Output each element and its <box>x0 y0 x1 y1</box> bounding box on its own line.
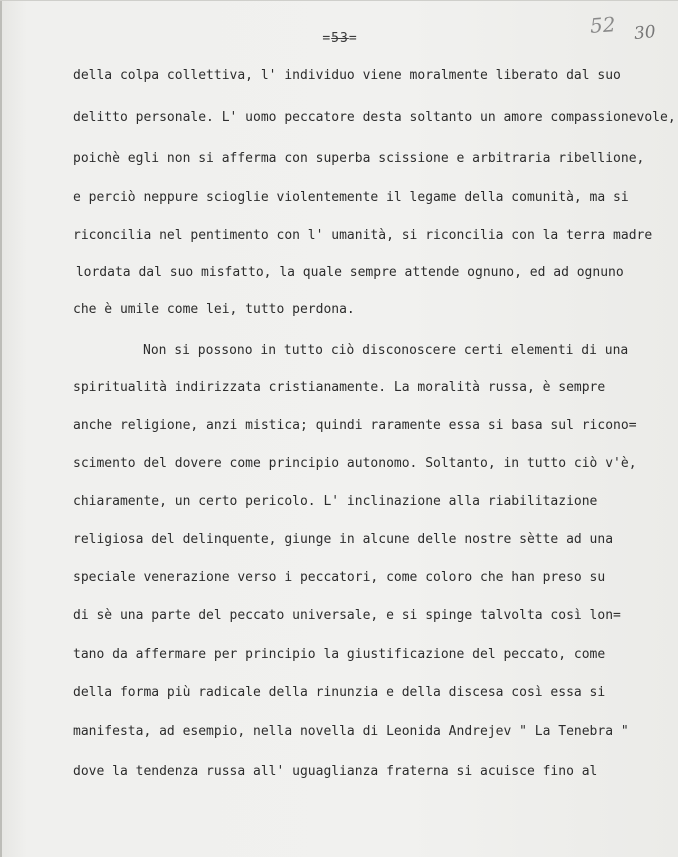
typewritten-text <box>0 1 678 779</box>
text-line: della forma più radicale della rinunzia e della discesa così essa si <box>73 685 606 700</box>
text-line: di sè una parte del peccato universale, e si spinge talvolta così lon= <box>73 608 621 623</box>
archive-number: 52 <box>589 12 617 38</box>
text-line: speciale venerazione verso i peccatori, come coloro che han preso su <box>73 570 606 585</box>
text-line: anche religione, anzi mistica; quindi raramente essa si basa sul ricono= <box>73 418 637 433</box>
text-line: della colpa collettiva, l' individuo viene moralmente liberato dal suo <box>73 68 621 83</box>
text-line: chiaramente, un certo pericolo. L' inclinazione alla riabilitazione <box>73 494 598 509</box>
text-line: tano da affermare per principio la giustificazione del peccato, come <box>73 647 606 662</box>
text-line: dove la tendenza russa all' uguaglianza fraterna si acuisce fino al <box>73 764 598 779</box>
text-line: religiosa del delinquente, giunge in alcune delle nostre sètte ad una <box>73 532 614 547</box>
text-line: e perciò neppure scioglie violentemente il legame della comunità, ma si <box>73 190 629 205</box>
text-line: scimento del dovere come principio autonomo. Soltanto, in tutto ciò v'è, <box>73 456 637 471</box>
text-line: che è umile come lei, tutto perdona. <box>73 302 355 317</box>
text-line: poichè egli non si afferma con superba scissione e arbitraria ribellione, <box>73 151 645 166</box>
text-line: lordata dal suo misfatto, la quale sempre attende ognuno, ed ad ognuno <box>68 265 624 280</box>
text-line: delitto personale. L' uomo peccatore desta soltanto un amore compassionevole, <box>73 110 676 125</box>
text-line: manifesta, ad esempio, nella novella di Leonida Andrejev " La Tenebra " <box>73 724 629 739</box>
text-line: riconcilia nel pentimento con l' umanità, si riconcilia con la terra madre <box>73 228 653 243</box>
text-line: spiritualità indirizzata cristianamente. La moralità russa, è sempre <box>73 380 606 395</box>
archive-number-secondary: 30 <box>633 21 657 45</box>
page-number: =53= <box>322 31 358 46</box>
text-line: Non si possono in tutto ciò disconoscere certi elementi di una <box>143 343 629 358</box>
